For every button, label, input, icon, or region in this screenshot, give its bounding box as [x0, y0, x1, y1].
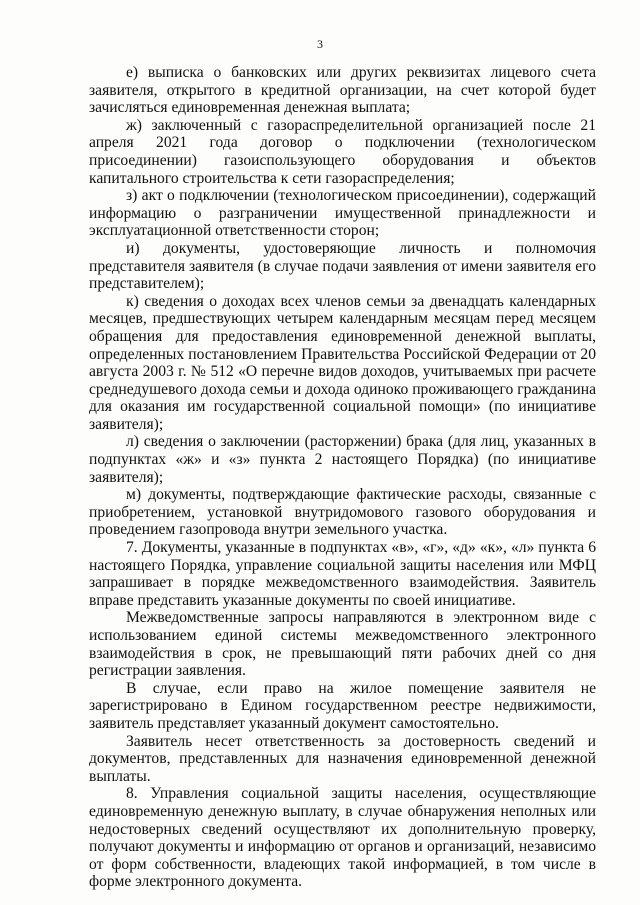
paragraph-zh-connection-contract: ж) заключенный с газораспределительной организацией после 21 апреля 2021 года договор о подключении (технологическом присоединении) газоиспользующего оборудования и объектов капитального строительства к сети газораспределения;: [89, 116, 596, 187]
paragraph-applicant-responsibility: Заявитель несет ответственность за достоверность сведений и документов, представленных для назначения единовременной денежной выплаты.: [89, 732, 596, 785]
paragraph-7-interagency-request: 7. Документы, указанные в подпунктах «в», «г», «д» «к», «л» пункта 6 настоящего Порядка, управление социальной защиты населения или МФЦ запрашивает в порядке межведомственного взаимодействия. Заявитель вправе представить указанные документы по своей инициативе.: [89, 539, 596, 609]
paragraph-l-marriage-information: л) сведения о заключении (расторжении) брака (для лиц, указанных в подпунктах «ж» и «з» пункта 2 настоящего Порядка) (по инициативе заявителя);: [89, 433, 596, 486]
paragraph-e-bank-details: е) выписка о банковских или других реквизитах лицевого счета заявителя, открытого в кредитной организации, на счет которой будет зачисляться единовременная денежная выплата;: [89, 64, 596, 117]
paragraph-z-connection-act: з) акт о подключении (технологическом присоединении), содержащий информацию о разграничении имущественной принадлежности и эксплуатационной ответственности сторон;: [89, 187, 596, 240]
paragraph-k-income-information: к) сведения о доходах всех членов семьи за двенадцать календарных месяцев, предшествующих четырем календарным месяцам перед месяцем обращения для предоставления единовременной денежной выплаты, определенных постановлением Правительства Российской Федерации от 20 августа 2003 г. № 512 «О перечне видов доходов, учитываемых при расчете среднедушевого дохода семьи и дохода одиноко проживающего гражданина для оказания им государственной социальной помощи» (по инициативе заявителя);: [89, 292, 596, 433]
paragraph-unregistered-property: В случае, если право на жилое помещение заявителя не зарегистрировано в Едином государственном реестре недвижимости, заявитель представляет указанный документ самостоятельно.: [89, 679, 596, 732]
paragraph-i-identity-documents: и) документы, удостоверяющие личность и полномочия представителя заявителя (в случае подачи заявления от имени заявителя его представителем);: [89, 239, 596, 293]
paragraph-m-expense-documents: м) документы, подтверждающие фактические расходы, связанные с приобретением, установкой внутридомового газового оборудования и проведением газопровода внутри земельного участка.: [89, 486, 596, 539]
document-body: [89, 64, 596, 891]
paragraph-8-verification: 8. Управления социальной защиты населения, осуществляющие единовременную денежную выплату, в случае обнаружения неполных или недостоверных сведений осуществляют их дополнительную проверку, получают документы и информацию от органов и организаций, независимо от форм собственности, владеющих такой информацией, в том числе в форме электронного документа.: [89, 785, 596, 891]
page-number: 3: [317, 37, 323, 51]
paragraph-interagency-requests-electronic: Межведомственные запросы направляются в электронном виде с использованием единой системы межведомственного электронного взаимодействия в срок, не превышающий пяти рабочих дней со дня регистрации заявления.: [89, 609, 596, 680]
